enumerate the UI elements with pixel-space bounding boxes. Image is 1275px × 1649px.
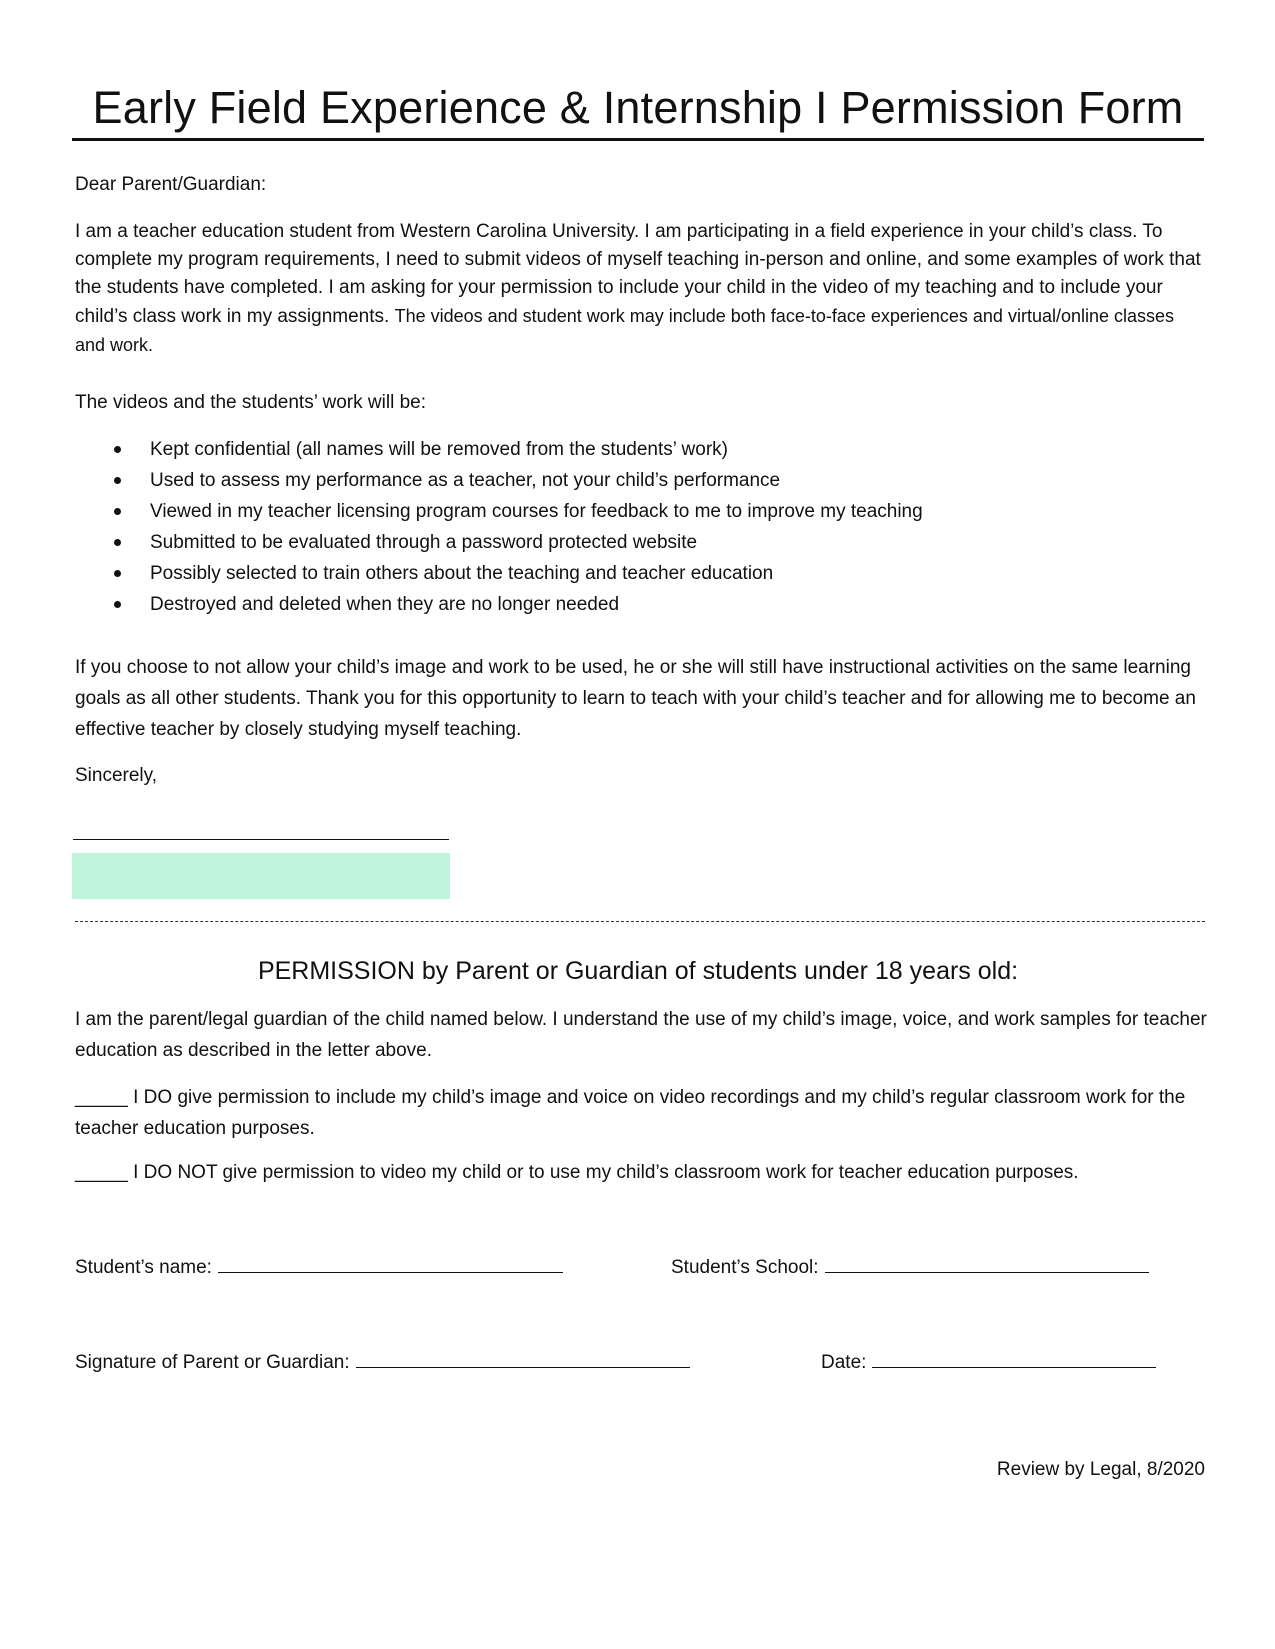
bullet-item: [75, 558, 1175, 589]
intro-paragraph: [75, 218, 1207, 360]
form-title: Early Field Experience & Internship I Permission Form: [92, 82, 1184, 133]
list-intro: The videos and the students’ work will be:: [75, 392, 426, 413]
student-name-label: Student’s name:: [75, 1257, 212, 1278]
bullet-item: [75, 527, 1175, 558]
bullet-dot-icon: [114, 508, 121, 515]
student-school-label: Student’s School:: [671, 1257, 819, 1278]
guardian-signature-field[interactable]: [356, 1366, 690, 1368]
bullet-item: [75, 496, 1175, 527]
bullet-text: Possibly selected to train others about the teaching and teacher education: [150, 563, 774, 584]
bullet-dot-icon: [114, 539, 121, 546]
bullet-text: Used to assess my performance as a teacher, not your child’s performance: [150, 470, 781, 491]
bullet-item: [75, 589, 1175, 620]
student-school-row: [671, 1254, 1149, 1282]
bullet-text: Submitted to be evaluated through a password protected website: [150, 532, 698, 553]
student-name-highlight-field[interactable]: [72, 853, 450, 899]
permission-statement: I am the parent/legal guardian of the child named below. I understand the use of my child’s image, voice, and work samples for teacher education as described in the letter above.: [75, 1009, 1207, 1061]
sign-off: Sincerely,: [75, 765, 158, 786]
student-name-row: [75, 1254, 563, 1282]
salutation: Dear Parent/Guardian:: [75, 174, 267, 195]
legal-review-note: Review by Legal, 8/2020: [996, 1459, 1205, 1480]
bullet-dot-icon: [114, 446, 121, 453]
cut-divider: [75, 921, 1205, 922]
date-field[interactable]: [872, 1366, 1156, 1368]
permission-option-do-not[interactable]: _____ I DO NOT give permission to video my child or to use my child’s classroom work for teacher education purposes.: [75, 1162, 1079, 1183]
permission-option-do[interactable]: _____ I DO give permission to include my child’s image and voice on video recordings and my child’s regular classroom work for the teacher education purposes.: [75, 1087, 1186, 1139]
bullet-item: [75, 465, 1175, 496]
intro-paragraph-main: I am a teacher education student from Western Carolina University. I am participating in a field experience in your child’s class. To complete my program requirements, I need to submit videos of myself teaching in-person and online, and some examples of work that the students have completed. I am asking for your permission to include your child in the video of my teaching and to include your child’s class work in my assignments.: [75, 221, 1201, 327]
title-underline: [72, 138, 1204, 141]
bullet-dot-icon: [114, 477, 121, 484]
bullet-text: Kept confidential (all names will be removed from the students’ work): [150, 439, 728, 460]
student-signature-line[interactable]: [73, 839, 449, 840]
date-label: Date:: [821, 1352, 867, 1373]
bullet-text: Viewed in my teacher licensing program courses for feedback to me to improve my teaching: [150, 501, 923, 522]
bullet-dot-icon: [114, 570, 121, 577]
guardian-signature-row: [75, 1349, 690, 1377]
date-row: [821, 1349, 1156, 1377]
permission-heading: PERMISSION by Parent or Guardian of students under 18 years old:: [257, 957, 1019, 985]
bullet-item: [75, 434, 1175, 465]
student-school-field[interactable]: [825, 1271, 1149, 1273]
usage-bullet-list: [75, 434, 1175, 620]
bullet-text: Destroyed and deleted when they are no longer needed: [150, 594, 620, 615]
student-name-field[interactable]: [218, 1271, 563, 1273]
guardian-signature-label: Signature of Parent or Guardian:: [75, 1352, 350, 1373]
intro-paragraph-tail: The videos and student work may include both face-to-face experiences and virtual/online classes and work.: [75, 306, 1175, 355]
bullet-dot-icon: [114, 601, 121, 608]
closing-paragraph: If you choose to not allow your child’s image and work to be used, he or she will still have instructional activities on the same learning goals as all other students. Thank you for this opportunity to learn to teach with your child’s teacher and for allowing me to become an effective teacher by closely studying myself teaching.: [75, 657, 1196, 740]
